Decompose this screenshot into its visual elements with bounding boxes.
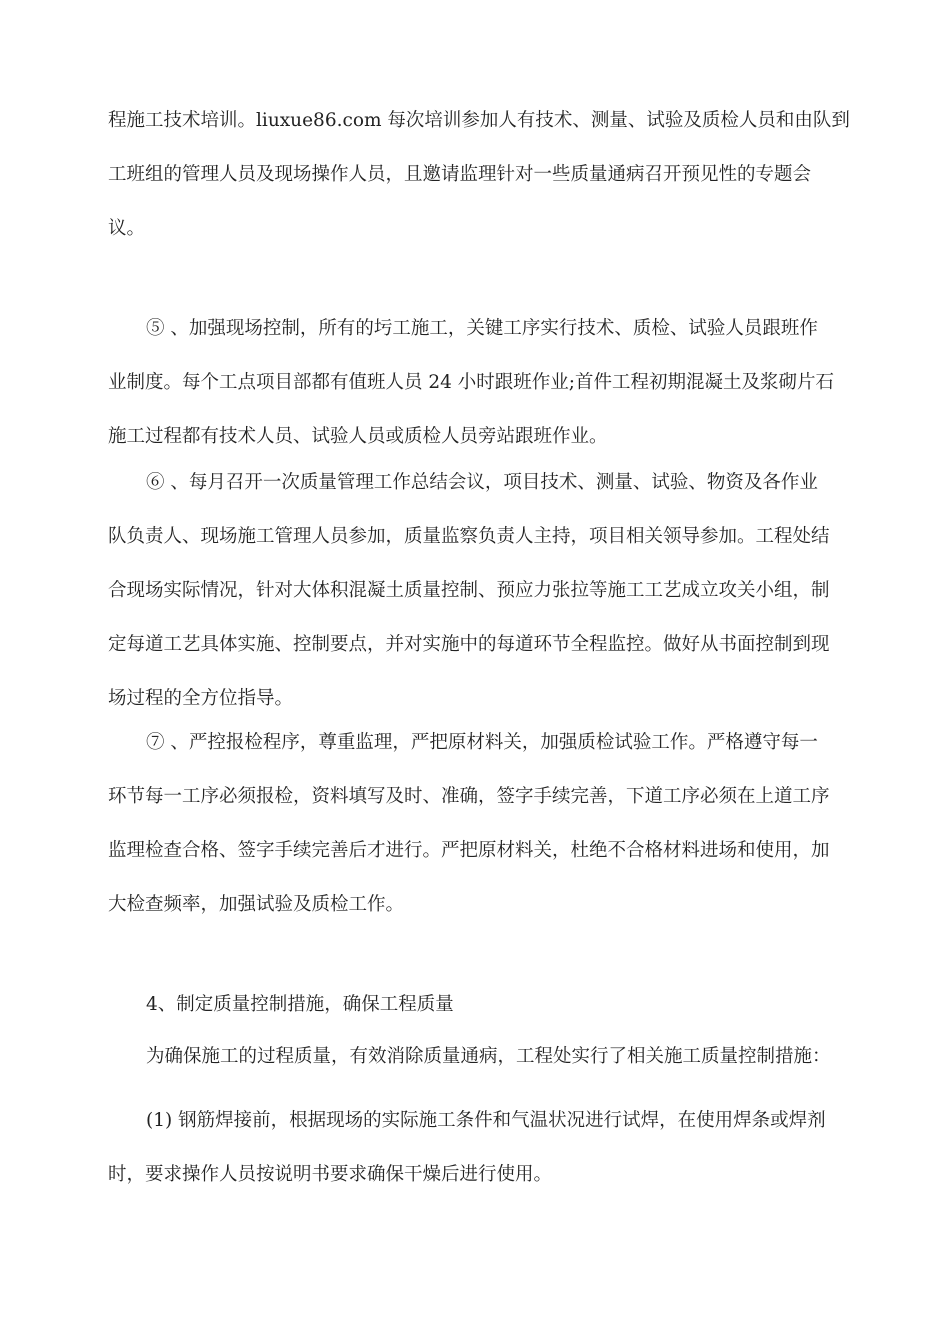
text-line: 时，要求操作人员按说明书要求确保干燥后进行使用。 <box>108 1164 553 1185</box>
paragraph-training <box>108 94 856 256</box>
text-line: ⑤ 、加强现场控制，所有的圬工施工，关键工序实行技术、质检、试验人员跟班作 <box>146 318 818 339</box>
paragraph-item-1 <box>108 1094 856 1202</box>
text-line: ⑦ 、严控报检程序，尊重监理，严把原材料关，加强质检试验工作。严格遵守每一 <box>146 732 818 753</box>
text-line: 业制度。每个工点项目部都有值班人员 24 小时跟班作业;首件工程初期混凝土及浆砌片石 <box>108 372 835 393</box>
text-line: 定每道工艺具体实施、控制要点，并对实施中的每道环节全程监控。做好从书面控制到现 <box>108 634 830 655</box>
text-line: 监理检查合格、签字手续完善后才进行。严把原材料关，杜绝不合格材料进场和使用，加 <box>108 840 830 861</box>
text-line: 环节每一工序必须报检，资料填写及时、准确，签字手续完善，下道工序必须在上道工序 <box>108 786 830 807</box>
text-line: 大检查频率，加强试验及质检工作。 <box>108 894 405 915</box>
text-line: 队负责人、现场施工管理人员参加，质量监察负责人主持，项目相关领导参加。工程处结 <box>108 526 830 547</box>
text-line: 场过程的全方位指导。 <box>108 688 294 709</box>
heading-text: 4、制定质量控制措施，确保工程质量 <box>146 994 454 1015</box>
section-heading-4 <box>108 978 856 1032</box>
text-line: 工班组的管理人员及现场操作人员，且邀请监理针对一些质量通病召开预见性的专题会 <box>108 164 812 185</box>
text-line: (1) 钢筋焊接前，根据现场的实际施工条件和气温状况进行试焊，在使用焊条或焊剂 <box>146 1110 826 1131</box>
paragraph-item-5 <box>108 302 856 464</box>
paragraph-item-7 <box>108 716 856 932</box>
paragraph-intro <box>108 1030 856 1084</box>
text-line: 议。 <box>108 218 146 239</box>
text-line: ⑥ 、每月召开一次质量管理工作总结会议，项目技术、测量、试验、物资及各作业 <box>146 472 818 493</box>
paragraph-item-6 <box>108 456 856 726</box>
text-line: 施工过程都有技术人员、试验人员或质检人员旁站跟班作业。 <box>108 426 608 447</box>
text-line: 合现场实际情况，针对大体积混凝土质量控制、预应力张拉等施工工艺成立攻关小组，制 <box>108 580 830 601</box>
text-line: 程施工技术培训。liuxue86.com 每次培训参加人有技术、测量、试验及质检人员和由队到 <box>108 110 850 131</box>
text-line: 为确保施工的过程质量，有效消除质量通病，工程处实行了相关施工质量控制措施： <box>146 1046 831 1067</box>
